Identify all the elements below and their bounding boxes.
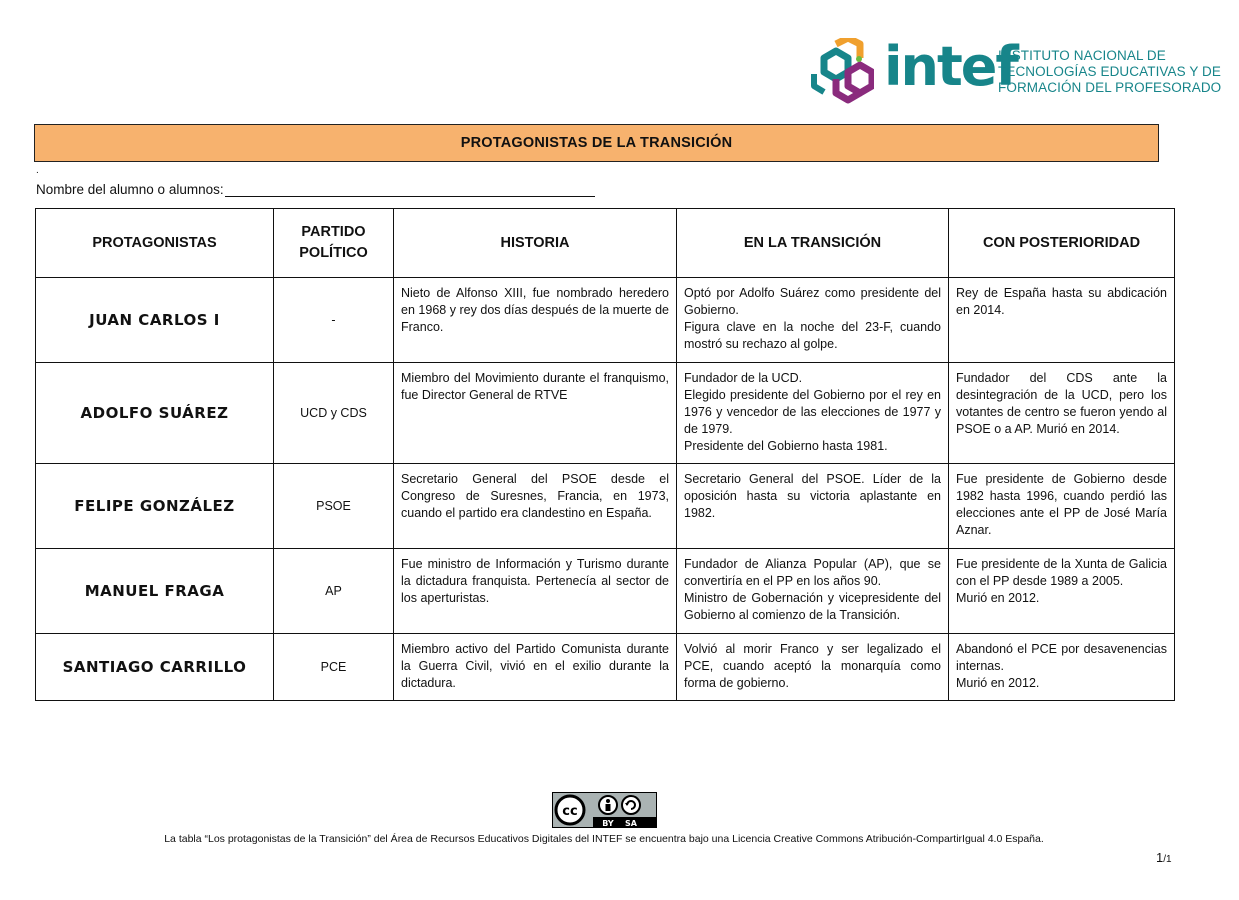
history-cell: Secretario General del PSOE desde el Congreso de Suresnes, Francia, en 1973, cuando el partido era clandestino en España. [394, 464, 677, 549]
later-cell [949, 634, 1175, 701]
history-cell: Fue ministro de Información y Turismo durante la dictadura franquista. Pertenecía al sector de los aperturistas. [394, 549, 677, 634]
transition-paragraph: Ministro de Gobernación y vicepresidente del Gobierno al comienzo de la Transición. [684, 591, 941, 622]
transition-cell [677, 549, 949, 634]
header-history: HISTORIA [394, 209, 677, 278]
later-cell [949, 549, 1175, 634]
transition-paragraph: Secretario General del PSOE. Líder de la oposición hasta su victoria aplastante en 1982. [684, 472, 941, 520]
student-name-label: Nombre del alumno o alumnos: [36, 182, 224, 197]
transition-paragraph: Figura clave en la noche del 23-F, cuando mostró su rechazo al golpe. [684, 320, 941, 351]
later-paragraph: Fundador del CDS ante la desintegración de la UCD, pero los votantes de centro se fueron yendo al PSOE o a AP. Murió en 2014. [956, 371, 1167, 436]
header-party-line: POLÍTICO [299, 245, 368, 261]
history-cell: Miembro activo del Partido Comunista durante la Guerra Civil, vivió en el exilio durante la dictadura. [394, 634, 677, 701]
transition-paragraph: Fundador de la UCD. [684, 371, 803, 385]
sa-label: SA [625, 819, 637, 828]
cc-by-sa-badge[interactable] [552, 792, 657, 828]
attribution-person-icon [599, 796, 617, 814]
student-name-field [36, 182, 595, 197]
later-paragraph: Rey de España hasta su abdicación en 2014. [956, 286, 1167, 317]
title-banner [34, 124, 1159, 162]
party-cell: PSOE [274, 464, 394, 549]
later-paragraph: Murió en 2012. [956, 591, 1040, 605]
party-cell: - [274, 278, 394, 363]
transition-cell [677, 278, 949, 363]
logo-subtitle-line: INSTITUTO NACIONAL DE [998, 48, 1166, 63]
protagonist-name: SANTIAGO CARRILLO [36, 634, 274, 701]
protagonist-name: ADOLFO SUÁREZ [36, 363, 274, 464]
party-cell: UCD y CDS [274, 363, 394, 464]
header-party-line: PARTIDO [301, 224, 366, 240]
later-cell [949, 363, 1175, 464]
transition-paragraph: Fundador de Alianza Popular (AP), que se convertiría en el PP en los años 90. [684, 557, 941, 588]
table-row [36, 278, 1175, 363]
later-paragraph: Abandonó el PCE por desavenencias internas. [956, 642, 1167, 673]
student-name-blank-line[interactable] [225, 182, 595, 197]
license-footer-text: La tabla “Los protagonistas de la Transición” del Área de Recursos Educativos Digitales del INTEF se encuentra bajo una Licencia Creative Commons Atribución-CompartirIgual 4.0 España. [164, 833, 1044, 845]
transition-paragraph: Presidente del Gobierno hasta 1981. [684, 439, 888, 453]
party-cell: PCE [274, 634, 394, 701]
page-title: PROTAGONISTAS DE LA TRANSICIÓN [460, 135, 733, 151]
transition-cell [677, 363, 949, 464]
cc-icon [556, 796, 584, 824]
header-later: CON POSTERIORIDAD [949, 209, 1175, 278]
history-cell: Miembro del Movimiento durante el franquismo, fue Director General de RTVE [394, 363, 677, 464]
protagonist-name: JUAN CARLOS I [36, 278, 274, 363]
later-paragraph: Murió en 2012. [956, 676, 1040, 690]
header-transition: EN LA TRANSICIÓN [677, 209, 949, 278]
logo-subtitle-line: TECNOLOGÍAS EDUCATIVAS Y DE [998, 64, 1222, 79]
table-row [36, 464, 1175, 549]
table-row [36, 549, 1175, 634]
party-cell: AP [274, 549, 394, 634]
history-cell: Nieto de Alfonso XIII, fue nombrado heredero en 1968 y rey dos días después de la muerte de Franco. [394, 278, 677, 363]
transition-paragraph: Elegido presidente del Gobierno por el rey en 1976 y vencedor de las elecciones de 1977 y de 1979. [684, 388, 941, 436]
intef-logo-word: intef [884, 35, 1017, 98]
page-number [1156, 850, 1172, 865]
transition-paragraph: Optó por Adolfo Suárez como presidente del Gobierno. [684, 286, 941, 317]
transition-cell [677, 634, 949, 701]
page-number-current: 1 [1156, 850, 1164, 865]
table-row [36, 634, 1175, 701]
transition-cell [677, 464, 949, 549]
later-cell [949, 464, 1175, 549]
later-paragraph: Fue presidente de Gobierno desde 1982 hasta 1996, cuando perdió las elecciones ante el PP de José María Aznar. [956, 472, 1167, 537]
table-header-row [36, 209, 1175, 278]
later-cell [949, 278, 1175, 363]
header-protagonists: PROTAGONISTAS [36, 209, 274, 278]
transition-paragraph: Volvió al morir Franco y ser legalizado el PCE, cuando aceptó la monarquía como forma de gobierno. [684, 642, 941, 690]
page-number-total: /1 [1163, 854, 1172, 865]
intef-logo [810, 35, 1222, 108]
protagonist-name: FELIPE GONZÁLEZ [36, 464, 274, 549]
protagonists-table [35, 208, 1175, 701]
protagonist-name: MANUEL FRAGA [36, 549, 274, 634]
intef-logo-subtitle [998, 48, 1221, 96]
later-paragraph: Fue presidente de la Xunta de Galicia con el PP desde 1989 a 2005. [956, 557, 1167, 588]
cc-text: cc [562, 804, 578, 819]
logo-subtitle-line: FORMACIÓN DEL PROFESORADO [998, 80, 1222, 95]
stray-dot: . [36, 165, 39, 176]
share-alike-icon [622, 796, 640, 814]
intef-logo-mark-icon [810, 38, 874, 104]
by-label: BY [602, 819, 614, 828]
header-party [274, 209, 394, 278]
table-row [36, 363, 1175, 464]
